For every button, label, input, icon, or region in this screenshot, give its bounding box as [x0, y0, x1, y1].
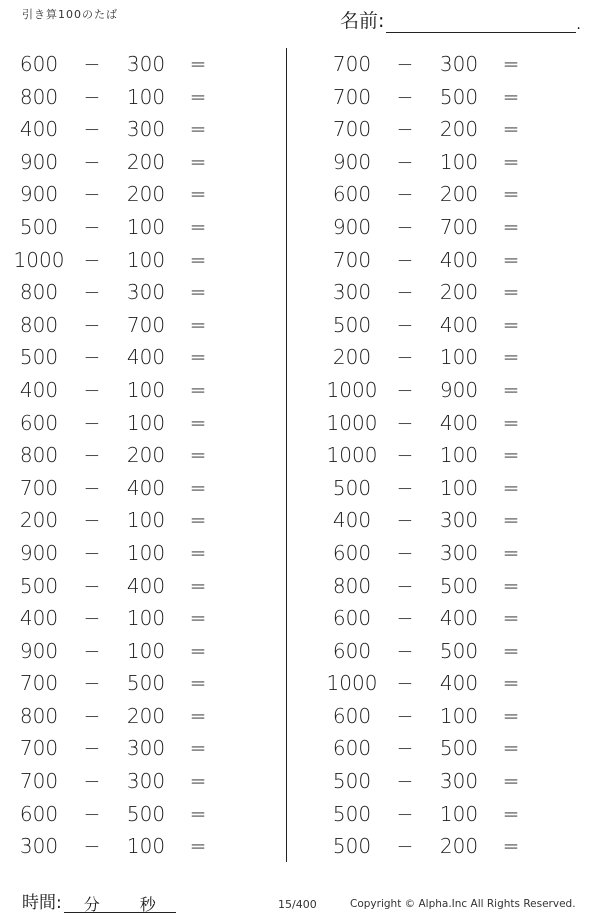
time-blank-line[interactable] — [64, 892, 176, 913]
subtrahend: 300 — [126, 117, 166, 142]
subtrahend: 400 — [126, 475, 166, 500]
equals-sign: = — [189, 606, 207, 631]
minus-sign: − — [83, 769, 101, 794]
subtrahend: 200 — [439, 280, 479, 305]
equals-sign: = — [189, 52, 207, 76]
minuend: 500 — [332, 801, 372, 826]
name-blank-line[interactable] — [386, 12, 576, 33]
subtrahend: 100 — [126, 606, 166, 631]
minus-sign: − — [83, 345, 101, 370]
problem-row — [313, 407, 583, 440]
minus-sign: − — [396, 182, 414, 207]
subtrahend: 200 — [126, 182, 166, 207]
minuend: 500 — [19, 345, 59, 370]
subtrahend: 400 — [126, 345, 166, 370]
equals-sign: = — [502, 508, 520, 533]
problem-row — [0, 341, 270, 374]
minuend: 200 — [332, 345, 372, 370]
minuend: 600 — [332, 703, 372, 728]
minuend: 300 — [19, 834, 59, 859]
subtrahend: 500 — [439, 638, 479, 663]
minuend: 900 — [19, 638, 59, 663]
problem-row — [0, 602, 270, 635]
minus-sign: − — [396, 573, 414, 598]
problem-row — [313, 341, 583, 374]
minus-sign: − — [396, 736, 414, 761]
equals-sign: = — [189, 769, 207, 794]
subtrahend: 500 — [439, 573, 479, 598]
minus-sign: − — [396, 52, 414, 76]
problem-row — [0, 765, 270, 798]
subtrahend: 100 — [439, 149, 479, 174]
minus-sign: − — [396, 769, 414, 794]
subtrahend: 300 — [439, 52, 479, 76]
minuend: 400 — [332, 508, 372, 533]
subtrahend: 100 — [439, 475, 479, 500]
equals-sign: = — [189, 182, 207, 207]
minus-sign: − — [83, 606, 101, 631]
problem-row — [313, 146, 583, 179]
minus-sign: − — [83, 280, 101, 305]
problem-row — [0, 244, 270, 277]
equals-sign: = — [189, 638, 207, 663]
equals-sign: = — [502, 149, 520, 174]
subtrahend: 100 — [126, 410, 166, 435]
subtrahend: 100 — [126, 834, 166, 859]
problem-row — [313, 309, 583, 342]
subtrahend: 300 — [439, 508, 479, 533]
minus-sign: − — [83, 312, 101, 337]
minuend: 200 — [19, 508, 59, 533]
subtrahend: 400 — [439, 606, 479, 631]
subtrahend: 900 — [439, 377, 479, 402]
minus-sign: − — [83, 117, 101, 142]
equals-sign: = — [502, 312, 520, 337]
minus-sign: − — [83, 736, 101, 761]
subtrahend: 100 — [439, 703, 479, 728]
subtrahend: 100 — [126, 540, 166, 565]
minus-sign: − — [396, 540, 414, 565]
minuend: 800 — [332, 573, 372, 598]
minuend: 800 — [19, 703, 59, 728]
problem-row — [313, 472, 583, 505]
subtrahend: 100 — [126, 84, 166, 109]
equals-sign: = — [189, 834, 207, 859]
subtrahend: 100 — [439, 345, 479, 370]
minuend: 600 — [332, 736, 372, 761]
minuend: 700 — [332, 84, 372, 109]
equals-sign: = — [502, 247, 520, 272]
minus-sign: − — [396, 149, 414, 174]
equals-sign: = — [189, 377, 207, 402]
minus-sign: − — [396, 312, 414, 337]
equals-sign: = — [502, 443, 520, 468]
minus-sign: − — [396, 638, 414, 663]
minuend: 700 — [19, 671, 59, 696]
minuend: 400 — [19, 377, 59, 402]
minuend: 700 — [332, 52, 372, 76]
equals-sign: = — [502, 182, 520, 207]
problem-row — [313, 798, 583, 831]
problem-row — [0, 407, 270, 440]
minus-sign: − — [83, 214, 101, 239]
minuend: 800 — [19, 443, 59, 468]
minus-sign: − — [83, 703, 101, 728]
equals-sign: = — [189, 117, 207, 142]
problem-row — [0, 700, 270, 733]
minuend: 300 — [332, 280, 372, 305]
problem-row — [0, 113, 270, 146]
problem-row — [0, 146, 270, 179]
subtrahend: 100 — [126, 377, 166, 402]
minuend: 700 — [19, 736, 59, 761]
minuend: 900 — [332, 149, 372, 174]
subtrahend: 200 — [439, 182, 479, 207]
minus-sign: − — [83, 834, 101, 859]
minuend: 900 — [19, 540, 59, 565]
problem-row — [0, 732, 270, 765]
minuend: 700 — [19, 769, 59, 794]
minus-sign: − — [396, 508, 414, 533]
problem-row — [0, 211, 270, 244]
worksheet-title: 引き算100のたば — [22, 8, 118, 21]
equals-sign: = — [189, 345, 207, 370]
minus-sign: − — [396, 410, 414, 435]
equals-sign: = — [189, 540, 207, 565]
equals-sign: = — [502, 214, 520, 239]
problem-row — [0, 374, 270, 407]
problem-row — [0, 798, 270, 831]
minus-sign: − — [396, 606, 414, 631]
problem-row — [0, 48, 270, 81]
copyright-text: Copyright © Alpha.Inc All Rights Reserved. — [350, 898, 576, 910]
minuend: 600 — [19, 410, 59, 435]
equals-sign: = — [502, 834, 520, 859]
subtrahend: 100 — [126, 508, 166, 533]
page-number: 15/400 — [278, 898, 317, 911]
subtrahend: 200 — [126, 703, 166, 728]
subtrahend: 100 — [126, 247, 166, 272]
minus-sign: − — [83, 247, 101, 272]
minus-sign: − — [83, 182, 101, 207]
equals-sign: = — [502, 638, 520, 663]
equals-sign: = — [189, 443, 207, 468]
minuend: 1000 — [326, 377, 378, 402]
equals-sign: = — [502, 801, 520, 826]
problem-row — [0, 178, 270, 211]
minuend: 500 — [332, 834, 372, 859]
problem-row — [0, 667, 270, 700]
equals-sign: = — [189, 573, 207, 598]
minus-sign: − — [396, 475, 414, 500]
problem-row — [0, 276, 270, 309]
problem-row — [313, 504, 583, 537]
problem-row — [0, 472, 270, 505]
minuend: 900 — [19, 149, 59, 174]
problem-row — [0, 635, 270, 668]
subtrahend: 500 — [439, 736, 479, 761]
minus-sign: − — [396, 280, 414, 305]
minus-sign: − — [396, 703, 414, 728]
column-divider — [286, 48, 287, 862]
minus-sign: − — [396, 117, 414, 142]
problem-row — [0, 830, 270, 863]
equals-sign: = — [189, 410, 207, 435]
minus-sign: − — [396, 345, 414, 370]
minus-sign: − — [83, 540, 101, 565]
problem-row — [313, 830, 583, 863]
problem-row — [313, 276, 583, 309]
subtrahend: 300 — [126, 736, 166, 761]
minuend: 700 — [332, 117, 372, 142]
subtrahend: 500 — [126, 671, 166, 696]
minuend: 1000 — [326, 443, 378, 468]
subtrahend: 400 — [126, 573, 166, 598]
problem-row — [0, 504, 270, 537]
minus-sign: − — [83, 410, 101, 435]
equals-sign: = — [502, 703, 520, 728]
minus-sign: − — [83, 671, 101, 696]
minuend: 700 — [332, 247, 372, 272]
time-field — [22, 888, 176, 913]
equals-sign: = — [502, 475, 520, 500]
minuend: 500 — [332, 769, 372, 794]
equals-sign: = — [502, 84, 520, 109]
equals-sign: = — [502, 671, 520, 696]
subtrahend: 100 — [439, 443, 479, 468]
equals-sign: = — [189, 84, 207, 109]
minuend: 900 — [332, 214, 372, 239]
subtrahend: 400 — [439, 671, 479, 696]
equals-sign: = — [502, 736, 520, 761]
minus-sign: − — [83, 475, 101, 500]
subtrahend: 200 — [439, 117, 479, 142]
problem-row — [313, 732, 583, 765]
minuend: 400 — [19, 117, 59, 142]
minus-sign: − — [83, 573, 101, 598]
minuend: 600 — [19, 52, 59, 76]
subtrahend: 300 — [126, 280, 166, 305]
equals-sign: = — [189, 801, 207, 826]
problem-row — [313, 667, 583, 700]
subtrahend: 200 — [126, 443, 166, 468]
problem-row — [313, 81, 583, 114]
equals-sign: = — [189, 214, 207, 239]
left-problem-column — [0, 48, 270, 863]
right-problem-column — [313, 48, 583, 863]
minuend: 500 — [332, 475, 372, 500]
minuend: 800 — [19, 84, 59, 109]
minuend: 500 — [19, 214, 59, 239]
problem-row — [313, 113, 583, 146]
equals-sign: = — [189, 703, 207, 728]
minus-sign: − — [396, 834, 414, 859]
equals-sign: = — [189, 671, 207, 696]
minus-sign: − — [396, 84, 414, 109]
minus-sign: − — [396, 671, 414, 696]
equals-sign: = — [189, 247, 207, 272]
equals-sign: = — [502, 117, 520, 142]
equals-sign: = — [189, 280, 207, 305]
subtrahend: 400 — [439, 247, 479, 272]
time-label: 時間: — [22, 893, 62, 913]
subtrahend: 100 — [439, 801, 479, 826]
minuend: 800 — [19, 312, 59, 337]
subtrahend: 700 — [126, 312, 166, 337]
subtrahend: 100 — [126, 638, 166, 663]
minus-sign: − — [396, 377, 414, 402]
minus-sign: − — [83, 377, 101, 402]
name-end-mark: . — [576, 17, 581, 33]
minus-sign: − — [83, 443, 101, 468]
equals-sign: = — [502, 377, 520, 402]
equals-sign: = — [189, 149, 207, 174]
problem-row — [313, 48, 583, 81]
problem-row — [313, 700, 583, 733]
minus-sign: − — [83, 508, 101, 533]
minuend: 800 — [19, 280, 59, 305]
subtrahend: 300 — [439, 540, 479, 565]
minuend: 600 — [19, 801, 59, 826]
equals-sign: = — [189, 508, 207, 533]
subtrahend: 400 — [439, 312, 479, 337]
problem-row — [313, 211, 583, 244]
minus-sign: − — [396, 214, 414, 239]
problem-row — [313, 439, 583, 472]
minutes-label: 分 — [83, 895, 100, 914]
equals-sign: = — [502, 280, 520, 305]
minus-sign: − — [83, 638, 101, 663]
minuend: 1000 — [326, 671, 378, 696]
equals-sign: = — [502, 606, 520, 631]
subtrahend: 700 — [439, 214, 479, 239]
minuend: 400 — [19, 606, 59, 631]
equals-sign: = — [502, 410, 520, 435]
minus-sign: − — [83, 52, 101, 76]
name-label: 名前: — [340, 10, 385, 32]
problem-row — [0, 570, 270, 603]
problem-row — [313, 635, 583, 668]
problem-row — [0, 439, 270, 472]
minuend: 700 — [19, 475, 59, 500]
equals-sign: = — [502, 345, 520, 370]
subtrahend: 400 — [439, 410, 479, 435]
problem-row — [313, 602, 583, 635]
minuend: 600 — [332, 540, 372, 565]
minuend: 500 — [19, 573, 59, 598]
equals-sign: = — [502, 540, 520, 565]
problem-row — [313, 244, 583, 277]
subtrahend: 200 — [439, 834, 479, 859]
minus-sign: − — [396, 443, 414, 468]
subtrahend: 300 — [126, 769, 166, 794]
problem-row — [313, 537, 583, 570]
name-field — [340, 6, 581, 33]
minuend: 600 — [332, 182, 372, 207]
equals-sign: = — [502, 52, 520, 76]
subtrahend: 300 — [126, 52, 166, 76]
minus-sign: − — [83, 801, 101, 826]
equals-sign: = — [502, 573, 520, 598]
minuend: 600 — [332, 606, 372, 631]
minuend: 600 — [332, 638, 372, 663]
seconds-label: 秒 — [139, 895, 156, 914]
minuend: 900 — [19, 182, 59, 207]
subtrahend: 500 — [439, 84, 479, 109]
problem-row — [0, 81, 270, 114]
equals-sign: = — [189, 736, 207, 761]
minus-sign: − — [396, 247, 414, 272]
subtrahend: 500 — [126, 801, 166, 826]
equals-sign: = — [502, 769, 520, 794]
problem-row — [313, 374, 583, 407]
minus-sign: − — [396, 801, 414, 826]
subtrahend: 300 — [439, 769, 479, 794]
minuend: 500 — [332, 312, 372, 337]
equals-sign: = — [189, 312, 207, 337]
minus-sign: − — [83, 149, 101, 174]
problem-row — [313, 178, 583, 211]
minus-sign: − — [83, 84, 101, 109]
subtrahend: 200 — [126, 149, 166, 174]
subtrahend: 100 — [126, 214, 166, 239]
problem-row — [313, 570, 583, 603]
problem-row — [0, 537, 270, 570]
equals-sign: = — [189, 475, 207, 500]
minuend: 1000 — [326, 410, 378, 435]
problem-row — [313, 765, 583, 798]
minuend: 1000 — [13, 247, 65, 272]
problem-row — [0, 309, 270, 342]
